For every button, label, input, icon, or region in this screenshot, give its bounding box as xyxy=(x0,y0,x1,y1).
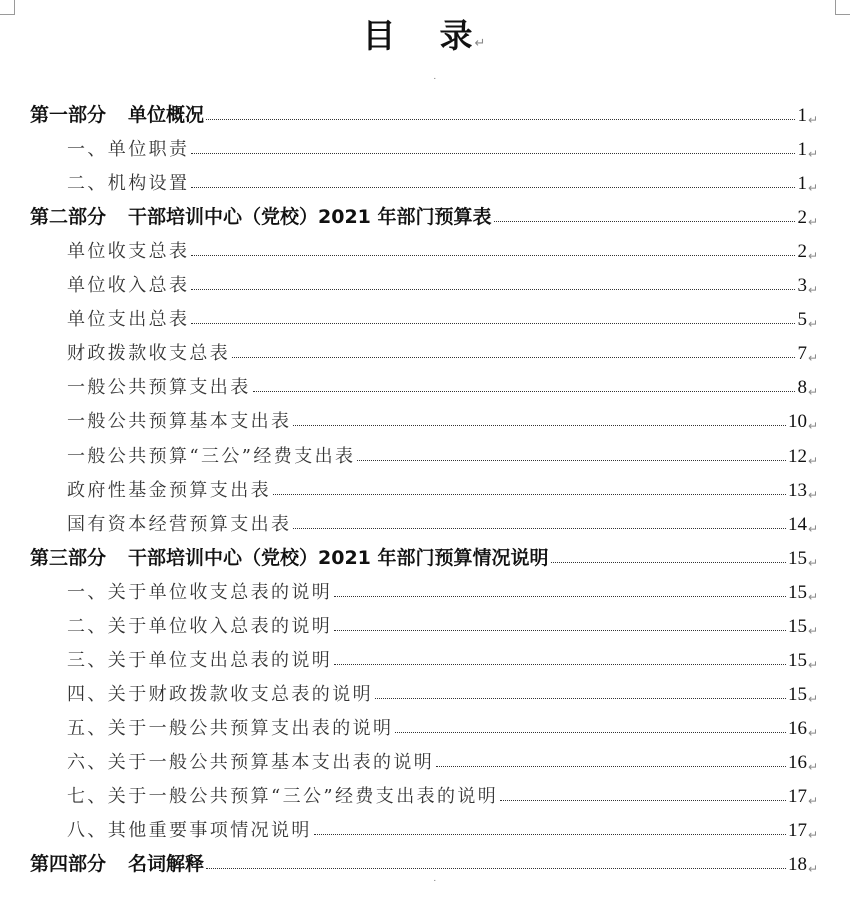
paragraph-center-mark-bottom: ˙ xyxy=(432,878,438,891)
toc-entry[interactable] xyxy=(30,127,818,161)
paragraph-mark-icon: ↵ xyxy=(807,147,818,162)
toc-entry[interactable] xyxy=(30,706,818,740)
toc-page-number: 7 xyxy=(797,343,807,365)
toc-leader-dots xyxy=(551,562,786,563)
paragraph-mark-icon: ↵ xyxy=(807,487,818,502)
toc-page-number: 15 xyxy=(787,615,807,637)
paragraph-mark-icon: ↵ xyxy=(807,589,818,604)
paragraph-mark-icon: ↵ xyxy=(807,623,818,638)
toc-entry-label xyxy=(30,849,204,876)
toc-part-entry[interactable] xyxy=(30,536,818,570)
title-char-2: 录 xyxy=(439,16,475,55)
toc-entry[interactable] xyxy=(30,263,818,297)
paragraph-mark-icon: ↵ xyxy=(807,283,818,298)
toc-leader-dots xyxy=(500,800,786,801)
paragraph-mark-icon: ↵ xyxy=(807,249,818,264)
toc-entry-label xyxy=(30,202,492,229)
toc-page-number: 13 xyxy=(787,479,807,501)
toc-page-number: 2 xyxy=(797,207,807,229)
toc-part-title: 名词解释 xyxy=(128,853,205,876)
toc-entry-label: 国有资本经营预算支出表 xyxy=(67,513,292,535)
toc-part-number: 第二部分 xyxy=(30,206,107,229)
toc-entry-label: 四、关于财政拨款收支总表的说明 xyxy=(67,683,373,705)
paragraph-mark-icon: ↵ xyxy=(807,828,818,843)
toc-leader-dots xyxy=(293,425,786,426)
toc-page-number: 17 xyxy=(787,785,807,807)
toc-entry[interactable] xyxy=(30,808,818,842)
toc-part-title: 单位概况 xyxy=(128,104,205,127)
page-title xyxy=(0,10,850,57)
toc-page-number: 15 xyxy=(787,547,807,569)
toc-page-number: 3 xyxy=(797,275,807,297)
toc-leader-dots xyxy=(436,766,786,767)
toc-entry-label xyxy=(30,543,549,570)
toc-page-number: 5 xyxy=(797,309,807,331)
toc-leader-dots xyxy=(206,868,786,869)
toc-page-number: 18 xyxy=(787,854,807,876)
toc-part-entry[interactable] xyxy=(30,842,818,876)
toc-leader-dots xyxy=(191,187,795,188)
table-of-contents xyxy=(30,93,818,876)
toc-leader-dots xyxy=(395,732,786,733)
toc-entry-label: 二、关于单位收入总表的说明 xyxy=(67,615,333,637)
paragraph-mark-icon: ↵ xyxy=(807,317,818,332)
toc-leader-dots xyxy=(232,357,795,358)
toc-entry-label: 一般公共预算“三公”经费支出表 xyxy=(67,445,356,467)
paragraph-mark-icon: ↵ xyxy=(807,691,818,706)
toc-leader-dots xyxy=(334,664,786,665)
toc-part-number: 第三部分 xyxy=(30,546,107,569)
toc-part-entry[interactable] xyxy=(30,195,818,229)
toc-entry[interactable] xyxy=(30,468,818,502)
toc-leader-dots xyxy=(357,460,786,461)
toc-entry[interactable] xyxy=(30,502,818,536)
toc-page-number: 16 xyxy=(787,751,807,773)
toc-entry[interactable] xyxy=(30,672,818,706)
toc-entry-label: 五、关于一般公共预算支出表的说明 xyxy=(67,717,394,739)
toc-page-number: 15 xyxy=(787,683,807,705)
paragraph-mark-icon: ↵ xyxy=(807,862,818,877)
toc-page-number: 10 xyxy=(787,411,807,433)
toc-entry[interactable] xyxy=(30,229,818,263)
toc-leader-dots xyxy=(206,119,795,120)
toc-page-number: 1 xyxy=(797,105,807,127)
toc-entry[interactable] xyxy=(30,297,818,331)
toc-entry-label: 一、单位职责 xyxy=(67,139,190,161)
toc-entry[interactable] xyxy=(30,638,818,672)
toc-part-title: 干部培训中心（党校）2021 年部门预算情况说明 xyxy=(128,546,549,569)
toc-page-number: 1 xyxy=(797,173,807,195)
toc-entry[interactable] xyxy=(30,433,818,467)
toc-entry[interactable] xyxy=(30,774,818,808)
paragraph-mark-icon: ↵ xyxy=(807,215,818,230)
title-char-1: 目 xyxy=(362,16,398,55)
toc-entry-label xyxy=(30,100,204,127)
toc-entry-label: 一般公共预算支出表 xyxy=(67,377,251,399)
toc-part-number: 第四部分 xyxy=(30,853,107,876)
paragraph-mark-icon: ↵ xyxy=(807,113,818,128)
toc-leader-dots xyxy=(494,221,796,222)
toc-part-number: 第一部分 xyxy=(30,104,107,127)
toc-entry-label: 三、关于单位支出总表的说明 xyxy=(67,649,333,671)
toc-leader-dots xyxy=(334,596,786,597)
paragraph-mark-icon: ↵ xyxy=(807,419,818,434)
paragraph-mark-icon: ↵ xyxy=(807,759,818,774)
toc-leader-dots xyxy=(314,834,786,835)
toc-leader-dots xyxy=(191,323,795,324)
toc-leader-dots xyxy=(334,630,786,631)
toc-entry-label: 单位收支总表 xyxy=(67,241,190,263)
toc-entry-label: 单位收入总表 xyxy=(67,275,190,297)
toc-entry[interactable] xyxy=(30,604,818,638)
toc-entry-label: 一般公共预算基本支出表 xyxy=(67,411,292,433)
toc-entry[interactable] xyxy=(30,365,818,399)
toc-entry-label: 七、关于一般公共预算“三公”经费支出表的说明 xyxy=(67,785,499,807)
toc-entry[interactable] xyxy=(30,399,818,433)
toc-leader-dots xyxy=(375,698,786,699)
toc-page-number: 8 xyxy=(797,377,807,399)
toc-page-number: 15 xyxy=(787,581,807,603)
toc-entry-label: 二、机构设置 xyxy=(67,173,190,195)
toc-leader-dots xyxy=(273,494,786,495)
paragraph-mark-icon: ↵ xyxy=(807,385,818,400)
paragraph-mark-icon: ↵ xyxy=(807,521,818,536)
paragraph-mark-icon: ↵ xyxy=(807,351,818,366)
toc-page-number: 17 xyxy=(787,820,807,842)
toc-page-number: 15 xyxy=(787,649,807,671)
toc-page-number: 1 xyxy=(797,139,807,161)
toc-part-entry[interactable] xyxy=(30,93,818,127)
toc-part-title: 干部培训中心（党校）2021 年部门预算表 xyxy=(128,206,492,229)
toc-page-number: 14 xyxy=(787,513,807,535)
toc-entry-label: 财政拨款收支总表 xyxy=(67,343,231,365)
toc-entry-label: 单位支出总表 xyxy=(67,309,190,331)
paragraph-mark-icon: ↵ xyxy=(807,181,818,196)
paragraph-mark-icon: ↵ xyxy=(807,657,818,672)
paragraph-center-mark-top: ˙ xyxy=(432,76,438,89)
toc-entry[interactable] xyxy=(30,331,818,365)
toc-entry[interactable] xyxy=(30,161,818,195)
toc-leader-dots xyxy=(253,391,796,392)
paragraph-mark-icon: ↵ xyxy=(807,555,818,570)
toc-page-number: 16 xyxy=(787,717,807,739)
toc-page-number: 12 xyxy=(787,445,807,467)
toc-entry[interactable] xyxy=(30,740,818,774)
paragraph-mark-icon: ↵ xyxy=(807,793,818,808)
toc-leader-dots xyxy=(191,255,795,256)
paragraph-mark-icon: ↵ xyxy=(807,725,818,740)
paragraph-mark-icon: ↵ xyxy=(807,453,818,468)
toc-entry-label: 八、其他重要事项情况说明 xyxy=(67,820,312,842)
toc-leader-dots xyxy=(293,528,786,529)
toc-entry-label: 六、关于一般公共预算基本支出表的说明 xyxy=(67,751,435,773)
toc-entry-label: 一、关于单位收支总表的说明 xyxy=(67,581,333,603)
paragraph-mark-icon: ↵ xyxy=(474,36,488,51)
toc-leader-dots xyxy=(191,289,795,290)
toc-leader-dots xyxy=(191,153,795,154)
toc-entry[interactable] xyxy=(30,570,818,604)
toc-page-number: 2 xyxy=(797,241,807,263)
toc-entry-label: 政府性基金预算支出表 xyxy=(67,479,271,501)
